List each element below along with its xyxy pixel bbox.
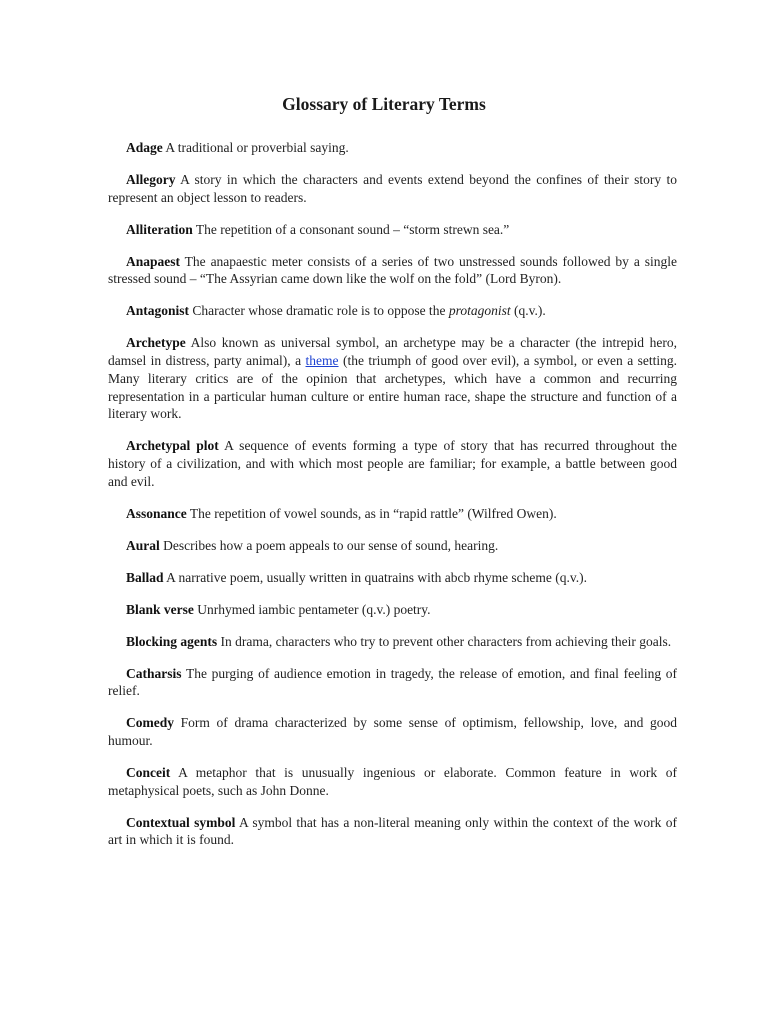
glossary-definition: A traditional or proverbial saying. <box>162 140 349 155</box>
glossary-definition-tail: (q.v.). <box>510 303 546 319</box>
glossary-entry-aural <box>108 537 677 555</box>
glossary-entry-alliteration <box>108 221 677 239</box>
glossary-definition: A metaphor that is unusually ingenious or elaborate. Common feature in work of metaphysical poets, such as John Donne. <box>108 765 677 798</box>
glossary-definition: A story in which the characters and events extend beyond the confines of their story to represent an object lesson to readers. <box>108 172 677 205</box>
glossary-term: Archetypal plot <box>126 438 219 454</box>
glossary-entry-blank-verse <box>108 601 677 619</box>
page-title: Glossary of Literary Terms <box>282 94 486 114</box>
glossary-definition: A symbol that has a non-literal meaning only within the context of the work of art in which it is found. <box>108 814 677 848</box>
glossary-term: Comedy <box>126 715 174 731</box>
glossary-entry-adage <box>108 139 677 157</box>
glossary-list <box>108 139 677 863</box>
glossary-entry-archetype <box>108 334 677 423</box>
glossary-definition: The anapaestic meter consists of a series of two unstressed sounds followed by a single stressed sound – “The Assyrian came down like the wolf on the fold” (Lord Byron). <box>108 253 677 287</box>
glossary-term: Assonance <box>126 505 187 521</box>
glossary-term: Adage <box>126 140 163 155</box>
glossary-entry-ballad <box>108 569 677 587</box>
glossary-term: Allegory <box>126 172 176 187</box>
glossary-definition: Describes how a poem appeals to our sense of sound, hearing. <box>159 537 499 553</box>
glossary-entry-anapaest <box>108 253 677 288</box>
glossary-entry-assonance <box>108 505 677 523</box>
glossary-term: Blocking agents <box>126 633 218 649</box>
glossary-entry-blocking-agents <box>108 633 677 651</box>
glossary-term: Alliteration <box>126 221 193 237</box>
glossary-term: Ballad <box>126 569 164 585</box>
glossary-definition: A narrative poem, usually written in quatrains with abcb rhyme scheme (q.v.). <box>163 569 588 585</box>
glossary-entry-archetypal-plot <box>108 437 677 490</box>
glossary-entry-allegory <box>108 171 677 206</box>
glossary-definition: Form of drama characterized by some sense of optimism, fellowship, love, and good humour. <box>108 715 677 749</box>
glossary-entry-contextual-symbol <box>108 814 677 849</box>
glossary-entry-antagonist <box>108 302 677 320</box>
glossary-definition: A sequence of events forming a type of story that has recurred throughout the history of a civilization, and with which most people are familiar; for example, a battle between good and evil. <box>108 438 677 489</box>
glossary-definition: The repetition of vowel sounds, as in “rapid rattle” (Wilfred Owen). <box>186 505 557 521</box>
glossary-definition: The purging of audience emotion in tragedy, the release of emotion, and final feeling of relief. <box>108 665 677 699</box>
glossary-term: Catharsis <box>126 665 182 681</box>
glossary-definition: The repetition of a consonant sound – “storm strewn sea.” <box>192 221 510 237</box>
glossary-term: Contextual symbol <box>126 814 236 830</box>
glossary-term: Archetype <box>126 335 186 351</box>
glossary-entry-conceit <box>108 764 677 799</box>
glossary-definition-tail: (the triumph of good over evil), a symbol, or even a setting. Many literary critics are of the opinion that archetypes, which have a common and recurring representation in a particular human culture or entire human race, shape the structure and function of a literary work. <box>108 353 677 422</box>
glossary-definition-emphasis: protagonist <box>448 303 511 319</box>
glossary-definition: In drama, characters who try to prevent other characters from achieving their goals. <box>217 633 672 649</box>
glossary-definition: Character whose dramatic role is to oppose the <box>189 303 449 319</box>
glossary-definition: Also known as universal symbol, an archetype may be a character (the intrepid hero, damsel in distress, party animal), a <box>108 335 677 369</box>
glossary-definition: Unrhymed iambic pentameter (q.v.) poetry. <box>193 601 431 617</box>
glossary-entry-comedy <box>108 714 677 749</box>
glossary-term: Conceit <box>126 765 171 781</box>
glossary-term: Aural <box>126 537 160 553</box>
theme-link[interactable]: theme <box>305 353 339 369</box>
glossary-entry-catharsis <box>108 665 677 700</box>
glossary-term: Antagonist <box>126 303 190 319</box>
glossary-term: Anapaest <box>126 253 181 269</box>
glossary-term: Blank verse <box>126 601 194 617</box>
